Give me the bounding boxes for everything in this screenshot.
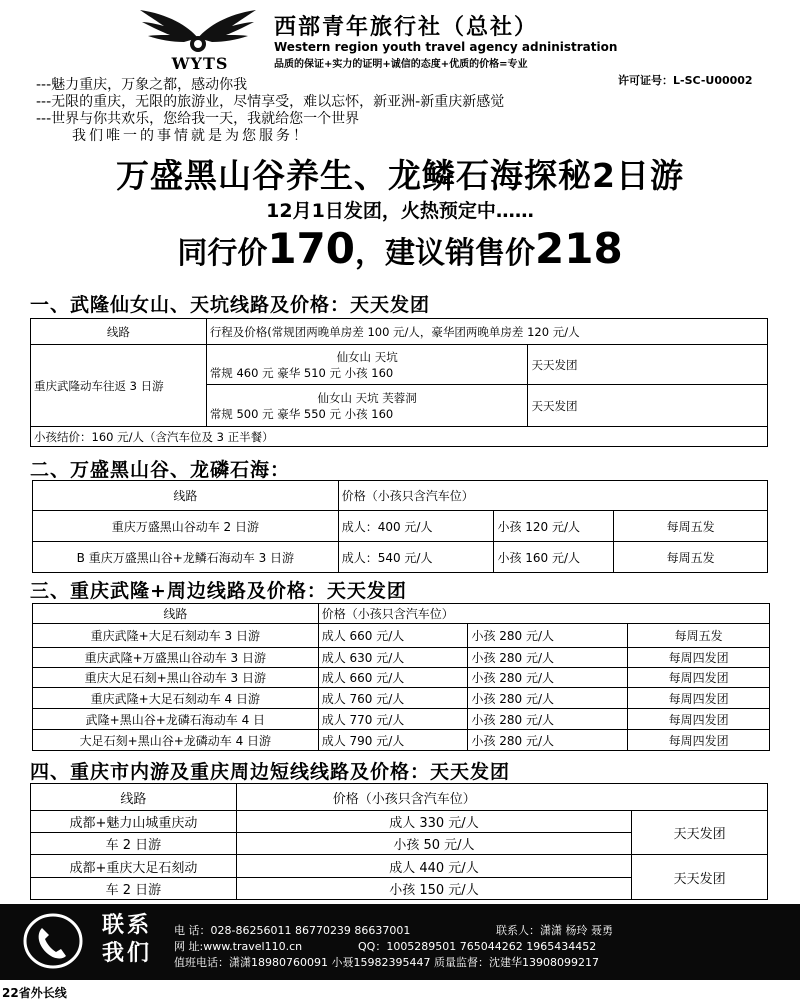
table-header-price: 价格（小孩只含汽车位） <box>338 481 767 511</box>
main-title: 万盛黑山谷养生、龙鳞石海探秘2日游 <box>116 156 684 195</box>
child-price: 小孩 280 元/人 <box>468 668 628 688</box>
route: 武隆+黑山谷+龙磷石海动车 4 日 <box>33 709 319 730</box>
child-price: 小孩 50 元/人 <box>236 833 631 855</box>
price-table-4 <box>30 783 768 900</box>
table-header-price: 价格（小孩只含汽车位） <box>318 604 769 624</box>
eagle-wings-icon <box>138 8 258 58</box>
table-header-price: 行程及价格(常规团两晚单房差 100 元/人，豪华团两晚单房差 120 元/人 <box>206 319 767 345</box>
child-price: 小孩 280 元/人 <box>468 624 628 648</box>
table-cell <box>206 345 528 385</box>
license-number: 许可证号：L-SC-U00002 <box>618 74 753 87</box>
table-row <box>33 542 768 573</box>
schedule: 每周四发团 <box>628 709 770 730</box>
child-price: 小孩 280 元/人 <box>468 648 628 668</box>
slogan-line: ---无限的重庆，无限的旅游业，尽情享受，难以忘怀，新亚洲-新重庆新感觉 <box>36 94 505 110</box>
adult-price: 成人 660 元/人 <box>318 624 468 648</box>
child-price: 小孩 120 元/人 <box>494 511 614 542</box>
section-heading: 二、万盛黑山谷、龙磷石海： <box>30 459 291 481</box>
price-label-trade: 同行价 <box>177 236 268 271</box>
table-header-route: 线路 <box>33 604 319 624</box>
table-row <box>33 511 768 542</box>
route-name: 重庆武隆动车往返 3 日游 <box>31 345 207 427</box>
table-row <box>31 855 768 878</box>
section-heading: 一、武隆仙女山、天坑线路及价格：天天发团 <box>30 294 431 316</box>
child-price-note: 小孩结价：160 元/人（含汽车位及 3 正半餐） <box>31 427 768 447</box>
adult-price: 成人：540 元/人 <box>338 542 494 573</box>
adult-price: 成人：400 元/人 <box>338 511 494 542</box>
qq-numbers: QQ：1005289501 765044262 1965434452 <box>358 940 597 953</box>
sights: 仙女山 天坑 芙蓉洞 <box>317 390 417 405</box>
contact-persons: 联系人：潇潇 杨玲 聂勇 <box>496 924 613 937</box>
schedule: 每周五发 <box>614 542 768 573</box>
route: 大足石刻+黑山谷+龙磷动车 4 日游 <box>33 730 319 751</box>
duty-phone: 值班电话：潇潇18980760091 小聂15982395447 质量监督：沈建华13908099217 <box>174 956 599 969</box>
child-price: 小孩 150 元/人 <box>236 878 631 900</box>
route: 重庆武隆+大足石刻动车 3 日游 <box>33 624 319 648</box>
route: 重庆武隆+大足石刻动车 4 日游 <box>33 688 319 709</box>
departure-subtitle: 12月1日发团，火热预定中…… <box>266 200 534 222</box>
agency-motto: 品质的保证+实力的证明+诚信的态度+优质的价格=专业 <box>274 59 528 70</box>
schedule: 每周五发 <box>628 624 770 648</box>
prices: 常规 500 元 豪华 550 元 小孩 160 <box>209 406 394 421</box>
schedule: 天天发团 <box>632 811 768 855</box>
table-row <box>33 668 770 688</box>
table-row <box>33 624 770 648</box>
child-price: 小孩 280 元/人 <box>468 730 628 751</box>
price-table-1 <box>30 318 768 447</box>
sights: 仙女山 天坑 <box>336 349 398 364</box>
table-row <box>31 811 768 833</box>
price-table-2 <box>32 480 768 573</box>
route: 重庆万盛黑山谷动车 2 日游 <box>33 511 339 542</box>
table-cell <box>206 385 528 427</box>
schedule: 每周四发团 <box>628 648 770 668</box>
table-header-route: 线路 <box>33 481 339 511</box>
price-value-retail: 218 <box>535 224 623 273</box>
route: 重庆大足石刻+黑山谷动车 3 日游 <box>33 668 319 688</box>
price-headline <box>0 224 800 273</box>
contact-title-line: 我们 <box>102 941 153 966</box>
agency-name-en: Western region youth travel agency adninistration <box>274 40 618 54</box>
route: B 重庆万盛黑山谷+龙鳞石海动车 3 日游 <box>33 542 339 573</box>
child-price: 小孩 280 元/人 <box>468 709 628 730</box>
agency-logo <box>138 8 258 74</box>
price-table-3 <box>32 603 770 751</box>
phone-icon <box>22 912 84 970</box>
table-header-price: 价格（小孩只含汽车位） <box>236 784 767 811</box>
table-header-route: 线路 <box>31 784 237 811</box>
table-header-route: 线路 <box>31 319 207 345</box>
slogan-line: 我们唯一的事情就是为您服务！ <box>72 128 310 144</box>
route-line-2: 车 2 日游 <box>31 833 237 855</box>
route: 重庆武隆+万盛黑山谷动车 3 日游 <box>33 648 319 668</box>
website: 网 址:www.travel110.cn <box>174 940 303 953</box>
contact-title-line: 联系 <box>102 913 153 938</box>
adult-price: 成人 660 元/人 <box>318 668 468 688</box>
slogan-line: ---世界与你共欢乐，您给我一天，我就给您一个世界 <box>36 111 360 127</box>
logo-text: WYTS <box>171 54 229 73</box>
adult-price: 成人 770 元/人 <box>318 709 468 730</box>
price-value-trade: 170 <box>267 224 355 273</box>
schedule: 每周五发 <box>614 511 768 542</box>
child-price: 小孩 160 元/人 <box>494 542 614 573</box>
price-label-retail: ，建议销售价 <box>355 236 535 271</box>
table-row <box>33 688 770 709</box>
slogan-line: ---魅力重庆，万象之都，感动你我 <box>36 77 248 93</box>
schedule: 每周四发团 <box>628 688 770 709</box>
phone-numbers: 电 话：028-86256011 86770239 86637001 <box>174 924 411 937</box>
table-row <box>33 648 770 668</box>
prices: 常规 460 元 豪华 510 元 小孩 160 <box>209 365 394 380</box>
agency-name-cn: 西部青年旅行社（总社） <box>274 15 539 40</box>
route-line-2: 车 2 日游 <box>31 878 237 900</box>
route-line-1: 成都+重庆大足石刻动 <box>31 855 237 878</box>
section-heading: 四、重庆市内游及重庆周边短线线路及价格：天天发团 <box>30 761 511 783</box>
child-price: 小孩 280 元/人 <box>468 688 628 709</box>
contact-title <box>102 912 152 968</box>
adult-price: 成人 630 元/人 <box>318 648 468 668</box>
route-line-1: 成都+魅力山城重庆动 <box>31 811 237 833</box>
table-row <box>33 730 770 751</box>
section-heading: 三、重庆武隆+周边线路及价格：天天发团 <box>30 580 407 602</box>
schedule: 天天发团 <box>632 855 768 900</box>
slogans <box>36 77 504 145</box>
schedule: 每周四发团 <box>628 730 770 751</box>
adult-price: 成人 790 元/人 <box>318 730 468 751</box>
page-tag: 22省外长线 <box>2 986 67 1000</box>
schedule: 每周四发团 <box>628 668 770 688</box>
adult-price: 成人 760 元/人 <box>318 688 468 709</box>
contact-footer <box>0 904 800 980</box>
adult-price: 成人 330 元/人 <box>236 811 631 833</box>
schedule: 天天发团 <box>528 385 768 427</box>
schedule: 天天发团 <box>528 345 768 385</box>
table-row <box>33 709 770 730</box>
adult-price: 成人 440 元/人 <box>236 855 631 878</box>
